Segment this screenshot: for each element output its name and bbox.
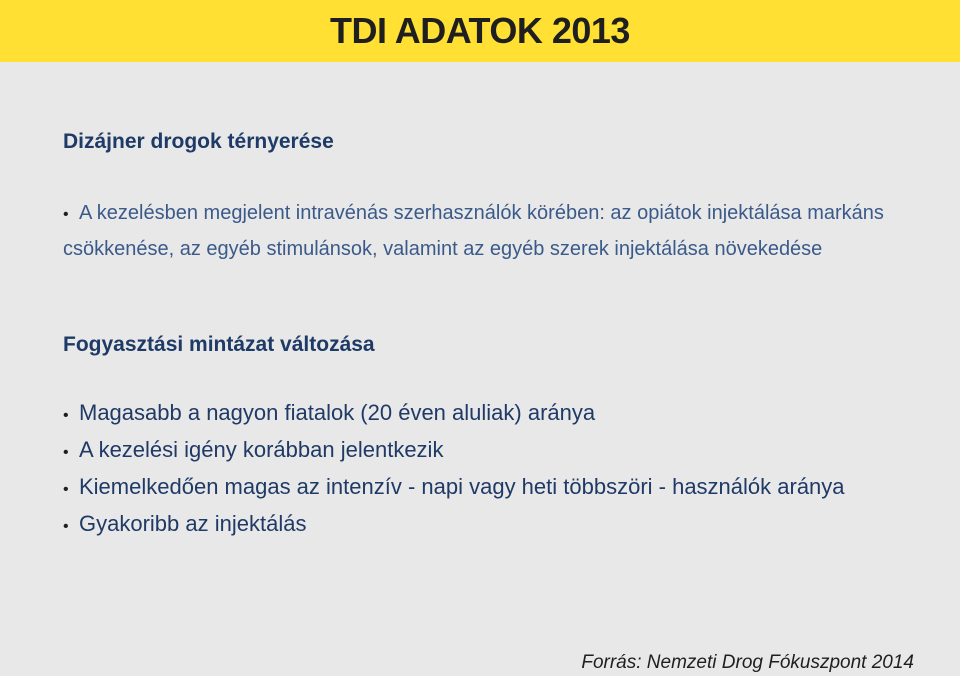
bullet-icon: • — [63, 407, 69, 424]
list-item — [63, 396, 933, 433]
bullet-text: A kezelésben megjelent intravénás szerhasználók körében: az opiátok injektálása markáns csökkenése, az egyéb stimulánsok, valamint az egyéb szerek injektálása növekedése — [63, 202, 884, 260]
bullet-icon: • — [63, 444, 69, 461]
list-item — [63, 196, 923, 266]
section-heading-designer-drugs: Dizájner drogok térnyerése — [63, 130, 334, 153]
bullet-icon: • — [63, 481, 69, 498]
source-citation: Forrás: Nemzeti Drog Fókuszpont 2014 — [581, 652, 914, 673]
bullet-icon: • — [63, 206, 69, 223]
list-item — [63, 507, 933, 544]
section-heading-consumption-pattern: Fogyasztási mintázat változása — [63, 333, 375, 356]
list-item — [63, 433, 933, 470]
list-item — [63, 470, 933, 507]
bullet-text: Magasabb a nagyon fiatalok (20 éven aluliak) aránya — [79, 400, 596, 425]
section2-bullet-list — [63, 396, 933, 544]
page-title: TDI ADATOK 2013 — [330, 10, 630, 51]
bullet-text: A kezelési igény korábban jelentkezik — [79, 437, 444, 462]
bullet-icon: • — [63, 518, 69, 535]
bullet-text: Kiemelkedően magas az intenzív - napi vagy heti többszöri - használók aránya — [79, 474, 845, 499]
section1-bullet-list — [63, 196, 923, 266]
bullet-text: Gyakoribb az injektálás — [79, 511, 307, 536]
